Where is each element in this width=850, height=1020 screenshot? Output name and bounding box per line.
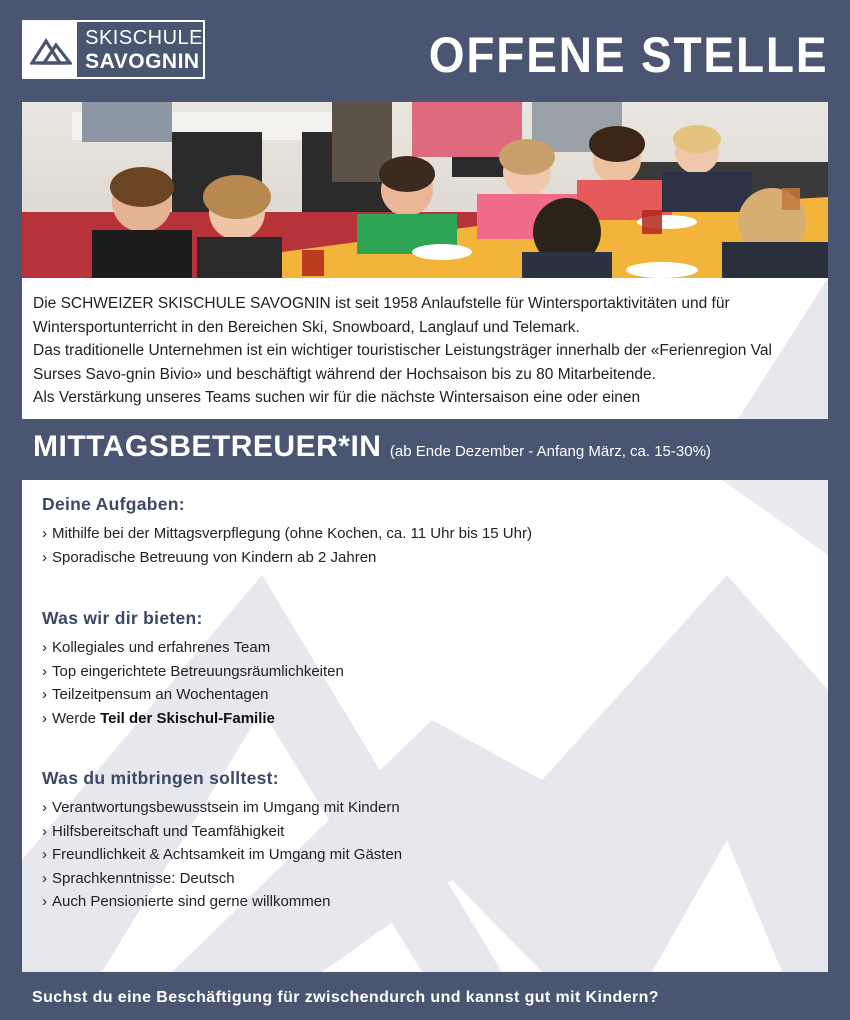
job-details <box>22 480 828 972</box>
list-item: › Mithilfe bei der Mittagsverpflegung (ohne Kochen, ca. 11 Uhr bis 15 Uhr) <box>42 525 532 542</box>
list-item: › Teilzeitpensum an Wochentagen <box>42 686 269 703</box>
children-eating-photo <box>22 102 828 278</box>
list-item: › Sprachkenntnisse: Deutsch <box>42 869 235 887</box>
emphasis-text: Teil der Skischul-Familie <box>100 709 275 727</box>
offer-heading: Was wir dir bieten: <box>42 608 203 628</box>
position-period: (ab Ende Dezember - Anfang März, ca. 15-30%) <box>389 443 711 460</box>
list-item: › Top eingerichtete Betreuungsräumlichkeiten <box>42 662 344 680</box>
page-headline: OFFENE STELLE <box>428 27 828 83</box>
footer-question: Suchst du eine Beschäftigung für zwischendurch und kannst gut mit Kindern? <box>32 989 659 1006</box>
position-header <box>33 432 711 462</box>
logo-wordmark <box>77 22 203 77</box>
requirements-section <box>42 768 402 914</box>
list-item: › Freundlichkeit & Achtsamkeit im Umgang mit Gästen <box>42 846 403 863</box>
company-intro <box>22 278 828 419</box>
mountain-logo-icon <box>24 22 77 77</box>
tasks-heading: Deine Aufgaben: <box>42 494 185 514</box>
list-item: › Kollegiales und erfahrenes Team <box>42 639 271 656</box>
intro-paragraph: Als Verstärkung unseres Teams suchen wir für die nächste Wintersaison eine oder einen <box>33 389 641 406</box>
logo-line-skischule: SKISCHULE <box>85 26 203 49</box>
position-title: MITTAGSBETREUER*IN <box>33 430 382 463</box>
logo-line-savognin: SAVOGNIN <box>85 49 200 73</box>
list-item: › Werde Teil der Skischul-Familie <box>42 709 275 727</box>
list-item: › Sporadische Betreuung von Kindern ab 2 Jahren <box>42 548 377 566</box>
requirements-heading: Was du mitbringen solltest: <box>42 768 279 788</box>
list-item: › Auch Pensionierte sind gerne willkommen <box>42 893 331 910</box>
offer-section <box>42 608 344 730</box>
intro-paragraph: Das traditionelle Unternehmen ist ein wichtiger touristischer Leistungsträger innerhalb der «Ferienregion Val Surses Savo-gnin Bivio» und beschäftigt während der Hochsaison bis zu 80 Mitarbeitende. <box>33 342 772 383</box>
skischule-logo <box>22 20 205 79</box>
list-item: › Verantwortungsbewusstsein im Umgang mit Kindern <box>42 799 400 816</box>
intro-paragraph: Die SCHWEIZER SKISCHULE SAVOGNIN ist seit 1958 Anlaufstelle für Wintersportaktivitäten und für Wintersportunterricht in den Bereichen Ski, Snowboard, Langlauf und Telemark. <box>33 295 730 336</box>
tasks-section <box>42 494 532 569</box>
list-item: › Hilfsbereitschaft und Teamfähigkeit <box>42 822 285 840</box>
